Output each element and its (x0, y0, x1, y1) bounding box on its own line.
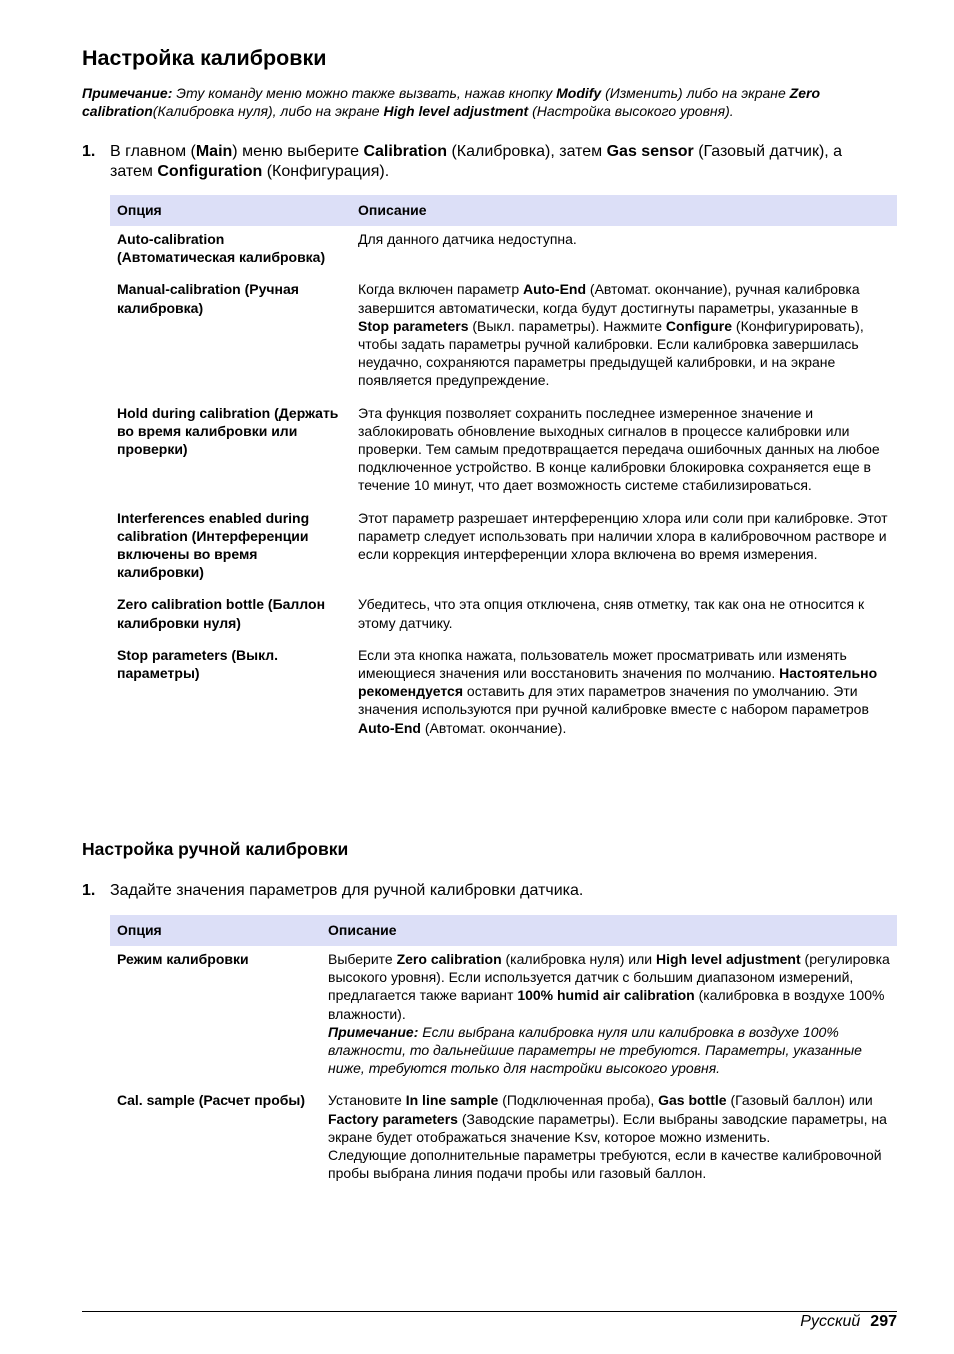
bold-term: High level adjustment (655, 951, 801, 967)
section-title-calibration-settings: Настройка калибровки (82, 46, 327, 70)
bold-term: Настоятельно рекомендуется (358, 665, 878, 700)
step-text (110, 142, 882, 182)
option-description (321, 1087, 897, 1192)
text: (Подключенная проба), (498, 1092, 659, 1109)
bold-term: Auto-End (523, 281, 587, 298)
text: Этот параметр разрешает интерференцию хлора или соли при калибровке. Этот параметр следует использовать при наличии хлора в калибровочном растворе и если коррекция интерференции хлора включена во время измерения. (358, 509, 888, 563)
note-bold: Zero calibration (82, 85, 820, 119)
page-footer (800, 1312, 897, 1332)
option-name: Auto-calibration (Автоматическая калибровка) (117, 231, 326, 266)
option-description (351, 276, 897, 399)
text: Установите (328, 1092, 406, 1109)
note-label: Примечание: (82, 85, 173, 101)
text: (Конфигурировать), чтобы задать параметры ручной калибровки. Если калибровка завершилась неудачно, сохраняются параметры предыдущей калибровки, и на экране появляется предупреждение. (358, 317, 864, 389)
header-description: Описание (358, 202, 427, 219)
option-name: Hold during calibration (Держать во время калибровки или проверки) (117, 404, 339, 458)
option-description (351, 400, 897, 505)
note-text: (Настройка высокого уровня). (528, 103, 734, 119)
text: (Автомат. окончание), ручная калибровка завершится автоматически, когда будут достигнуты параметры, указанные в (358, 281, 860, 316)
header-option: Опция (117, 202, 162, 219)
bold-term: Stop parameters (358, 317, 469, 334)
text: В главном ( (110, 143, 196, 160)
section-title-manual-calibration: Настройка ручной калибровки (82, 839, 349, 859)
text: Убедитесь, что эта опция отключена, сняв отметку, так как она не относится к этому датчику. (358, 596, 865, 631)
table-header-row (110, 915, 897, 946)
menu-calibration: Calibration (363, 143, 448, 160)
note-bold: High level adjustment (383, 103, 529, 119)
option-name: Interferences enabled during calibration (Интерференции включены во время калибровки) (117, 509, 310, 581)
menu-configuration: Configuration (157, 163, 263, 180)
option-description (351, 505, 897, 592)
footer-language: Русский (800, 1313, 861, 1330)
note-bold: Modify (556, 85, 602, 101)
table-row (110, 1087, 897, 1192)
note-paragraph (82, 84, 897, 120)
note-text: (Калибровка нуля), либо на экране (152, 103, 384, 119)
option-description (351, 591, 897, 641)
table-row (110, 946, 897, 1087)
table-row (110, 276, 897, 399)
table-row (110, 400, 897, 505)
menu-gas-sensor: Gas sensor (606, 143, 694, 160)
header-description: Описание (328, 922, 397, 939)
text: (Калибровка), затем (447, 143, 607, 160)
text: Когда включен параметр (358, 281, 524, 298)
text: (Заводские параметры). Если выбраны заводские параметры, на экране будет отображаться значение Ksv, которое можно изменить. (328, 1110, 887, 1145)
step-text: Задайте значения параметров для ручной калибровки датчика. (110, 882, 584, 899)
table-row (110, 591, 897, 641)
option-name: Cal. sample (Расчет пробы) (117, 1092, 306, 1109)
option-description (351, 642, 897, 747)
text: (Газовый баллон) или (726, 1092, 873, 1109)
bold-term: Factory parameters (328, 1110, 458, 1127)
text: ) меню выберите (232, 143, 364, 160)
page-number: 297 (870, 1313, 897, 1330)
bold-term: 100% humid air calibration (517, 987, 695, 1004)
bold-term: Configure (665, 317, 733, 334)
text: Следующие дополнительные параметры требуются, если в качестве калибровочной пробы выбрана линия подачи пробы или газовый баллон. (328, 1147, 882, 1182)
inline-note (328, 1024, 862, 1076)
step-1-manual-params (82, 881, 882, 901)
footer-divider (82, 1311, 897, 1312)
text: (калибровка нуля) или (501, 951, 656, 967)
note-text: Если выбрана калибровка нуля или калибровка в воздухе 100% влажности, то дальнейшие параметры не требуются. Параметры, указанные ниже, требуются только для настройки высокого уровня. (328, 1023, 862, 1077)
text: (регулировка высокого уровня). Если используется датчик с большим диапазоном измерений, предлагается также вариант (328, 951, 890, 1004)
option-name: Stop parameters (Выкл. параметры) (117, 646, 279, 682)
bold-term: Zero calibration (396, 951, 502, 967)
step-1-main-menu (82, 142, 882, 182)
text: (Газовый датчик), а затем (110, 143, 843, 180)
option-description (321, 946, 897, 1087)
text: (Конфигурация). (262, 163, 390, 180)
step-number: 1. (82, 882, 96, 899)
option-name: Режим калибровки (117, 951, 249, 967)
option-name: Manual-calibration (Ручная калибровка) (117, 281, 299, 316)
options-table-calibration (110, 195, 897, 747)
option-name: Zero calibration bottle (Баллон калибровки нуля) (117, 596, 326, 631)
header-option: Опция (117, 922, 162, 939)
option-description (351, 226, 897, 276)
table-row (110, 642, 897, 747)
text: Выберите (328, 951, 397, 967)
note-text: (Изменить) либо на экране (601, 85, 790, 101)
table-row (110, 505, 897, 592)
step-number: 1. (82, 143, 96, 160)
text: (Автомат. окончание). (420, 719, 567, 736)
note-label: Примечание: (328, 1023, 419, 1040)
text: Для данного датчика недоступна. (358, 231, 577, 247)
text: Эта функция позволяет сохранить последнее измеренное значение и заблокировать обновление выходных сигналов в процессе калибровки или проверки. Тем самым предотвращается передача ошибочных данных на любое подключенное устройство. В конце калибровки блокировка сохраняется еще в течение 10 минут, что дает возможность системе стабилизироваться. (358, 404, 880, 494)
text: (Выкл. параметры). Нажмите (468, 317, 666, 334)
table-header-row (110, 195, 897, 226)
options-table-manual-calibration (110, 915, 897, 1192)
menu-main: Main (195, 143, 233, 160)
text: (калибровка в воздухе 100% влажности). (328, 987, 885, 1022)
bold-term: Gas bottle (658, 1092, 727, 1109)
text: оставить для этих параметров значения по умолчанию. Эти значения используются при ручной калибровке вместе с набором параметров (358, 683, 869, 718)
note-text: Эту команду меню можно также вызвать, нажав кнопку (172, 85, 557, 101)
text: Если эта кнопка нажата, пользователь может просматривать или изменять имеющиеся значения или восстановить значения по молчанию. (358, 646, 847, 682)
bold-term: In line sample (405, 1092, 499, 1109)
table-row (110, 226, 897, 276)
bold-term: Auto-End (358, 719, 421, 736)
